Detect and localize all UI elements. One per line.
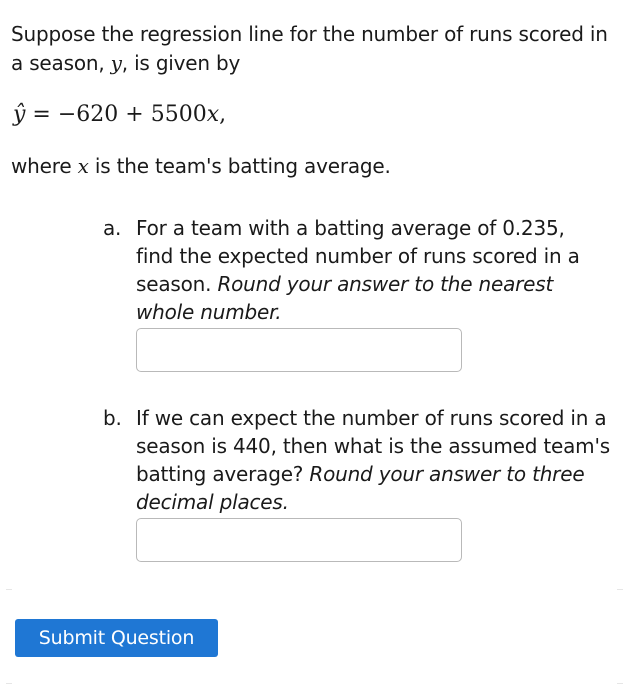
regression-equation bbox=[13, 100, 226, 130]
part-b-instruction-end: decimal places. bbox=[136, 490, 289, 514]
part-b-line-2: season is 440, then what is the assumed team's bbox=[136, 434, 610, 458]
section-divider-right bbox=[617, 589, 623, 590]
intro-line-2-suffix: , is given by bbox=[121, 51, 241, 75]
part-a-line-2: find the expected number of runs scored in a bbox=[136, 244, 580, 268]
part-a-line-1: For a team with a batting average of 0.235, bbox=[136, 216, 565, 240]
equation-tail: , bbox=[219, 102, 227, 127]
part-a-line-3 bbox=[136, 270, 626, 298]
footer-divider-left bbox=[6, 683, 12, 684]
part-b-answer-input[interactable] bbox=[136, 518, 462, 562]
part-a-answer-input[interactable] bbox=[136, 328, 462, 372]
submit-question-button[interactable]: Submit Question bbox=[15, 619, 218, 657]
intro-line-2-prefix: a season, bbox=[11, 51, 111, 75]
where-prefix: where bbox=[11, 154, 78, 178]
equation-lhs: ŷ bbox=[13, 102, 26, 127]
intro-line-1: Suppose the regression line for the number of runs scored in bbox=[11, 22, 608, 46]
part-a-line-4 bbox=[136, 298, 626, 326]
part-a-instruction-end: whole number. bbox=[136, 300, 282, 324]
part-a-line-3-plain: season. bbox=[136, 272, 218, 296]
intro-line-2 bbox=[11, 49, 623, 78]
variable-y: y bbox=[110, 51, 122, 75]
where-variable-x: x bbox=[77, 154, 89, 178]
variable-definition bbox=[11, 152, 391, 181]
part-a-letter: a. bbox=[103, 216, 122, 240]
equation-body: = −620 + 5500 bbox=[25, 102, 207, 127]
question-intro bbox=[11, 20, 623, 78]
part-a-text bbox=[136, 214, 626, 326]
section-divider-left bbox=[6, 589, 12, 590]
part-b-line-3 bbox=[136, 460, 626, 488]
equation-variable-x: x bbox=[206, 102, 220, 127]
part-b-text bbox=[136, 404, 626, 516]
part-b-instruction: Round your answer to three bbox=[309, 462, 585, 486]
part-b-letter: b. bbox=[103, 406, 122, 430]
where-suffix: is the team's batting average. bbox=[88, 154, 391, 178]
part-b-line-1: If we can expect the number of runs scored in a bbox=[136, 406, 607, 430]
part-b-line-3-plain: batting average? bbox=[136, 462, 310, 486]
footer-divider-right bbox=[617, 683, 623, 684]
part-b-line-4 bbox=[136, 488, 626, 516]
part-a-instruction: Round your answer to the nearest bbox=[217, 272, 554, 296]
